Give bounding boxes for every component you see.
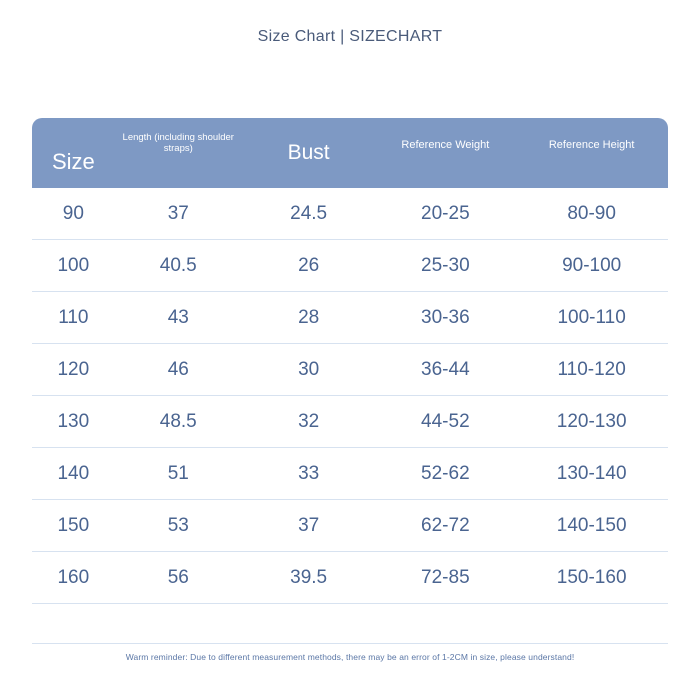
cell-length: 56	[115, 552, 242, 604]
column-header-size	[32, 118, 115, 188]
column-header-bust-label: Bust	[287, 141, 330, 164]
cell-bust: 33	[242, 448, 376, 500]
cell-weight: 62-72	[375, 500, 515, 552]
cell-bust: 32	[242, 396, 376, 448]
cell-size: 90	[32, 188, 115, 240]
column-header-reference-weight-label: Reference Weight	[401, 139, 490, 151]
cell-size: 150	[32, 500, 115, 552]
cell-height: 100-110	[515, 292, 668, 344]
page-title: Size Chart | SIZECHART	[257, 28, 443, 45]
cell-height: 80-90	[515, 188, 668, 240]
cell-length: 43	[115, 292, 242, 344]
cell-bust: 30	[242, 344, 376, 396]
column-header-reference-weight	[375, 118, 515, 188]
table-header-row	[32, 118, 668, 188]
cell-height: 150-160	[515, 552, 668, 604]
footnote-text: Warm reminder: Due to different measurement methods, there may be an error of 1-2CM in size, please understand!	[125, 652, 575, 662]
cell-size: 110	[32, 292, 115, 344]
column-header-size-label: Size	[51, 149, 95, 174]
cell-bust: 24.5	[242, 188, 376, 240]
cell-size: 120	[32, 344, 115, 396]
cell-weight: 30-36	[375, 292, 515, 344]
cell-weight: 20-25	[375, 188, 515, 240]
cell-height: 130-140	[515, 448, 668, 500]
table-row	[32, 188, 668, 240]
cell-size: 140	[32, 448, 115, 500]
cell-size: 130	[32, 396, 115, 448]
table-row	[32, 448, 668, 500]
cell-length: 40.5	[115, 240, 242, 292]
size-chart-table-wrapper	[32, 118, 668, 658]
footnote-divider	[32, 643, 668, 647]
cell-weight: 25-30	[375, 240, 515, 292]
cell-height: 120-130	[515, 396, 668, 448]
cell-bust: 28	[242, 292, 376, 344]
cell-weight: 52-62	[375, 448, 515, 500]
cell-length: 51	[115, 448, 242, 500]
table-row	[32, 552, 668, 604]
column-header-reference-height-label: Reference Height	[548, 139, 635, 151]
cell-length: 53	[115, 500, 242, 552]
table-row	[32, 240, 668, 292]
table-row	[32, 292, 668, 344]
cell-bust: 39.5	[242, 552, 376, 604]
cell-size: 160	[32, 552, 115, 604]
column-header-reference-height	[515, 118, 668, 188]
cell-length: 46	[115, 344, 242, 396]
cell-height: 110-120	[515, 344, 668, 396]
cell-length: 48.5	[115, 396, 242, 448]
size-chart-table	[32, 118, 668, 604]
cell-height: 140-150	[515, 500, 668, 552]
cell-bust: 26	[242, 240, 376, 292]
table-row	[32, 396, 668, 448]
table-row	[32, 500, 668, 552]
cell-size: 100	[32, 240, 115, 292]
column-header-length	[115, 118, 242, 188]
cell-weight: 36-44	[375, 344, 515, 396]
cell-length: 37	[115, 188, 242, 240]
cell-bust: 37	[242, 500, 376, 552]
column-header-bust	[242, 118, 376, 188]
cell-height: 90-100	[515, 240, 668, 292]
cell-weight: 44-52	[375, 396, 515, 448]
table-body	[32, 188, 668, 604]
column-header-length-label: Length (including shoulder straps)	[122, 131, 234, 154]
table-row	[32, 344, 668, 396]
table-header	[32, 118, 668, 188]
cell-weight: 72-85	[375, 552, 515, 604]
